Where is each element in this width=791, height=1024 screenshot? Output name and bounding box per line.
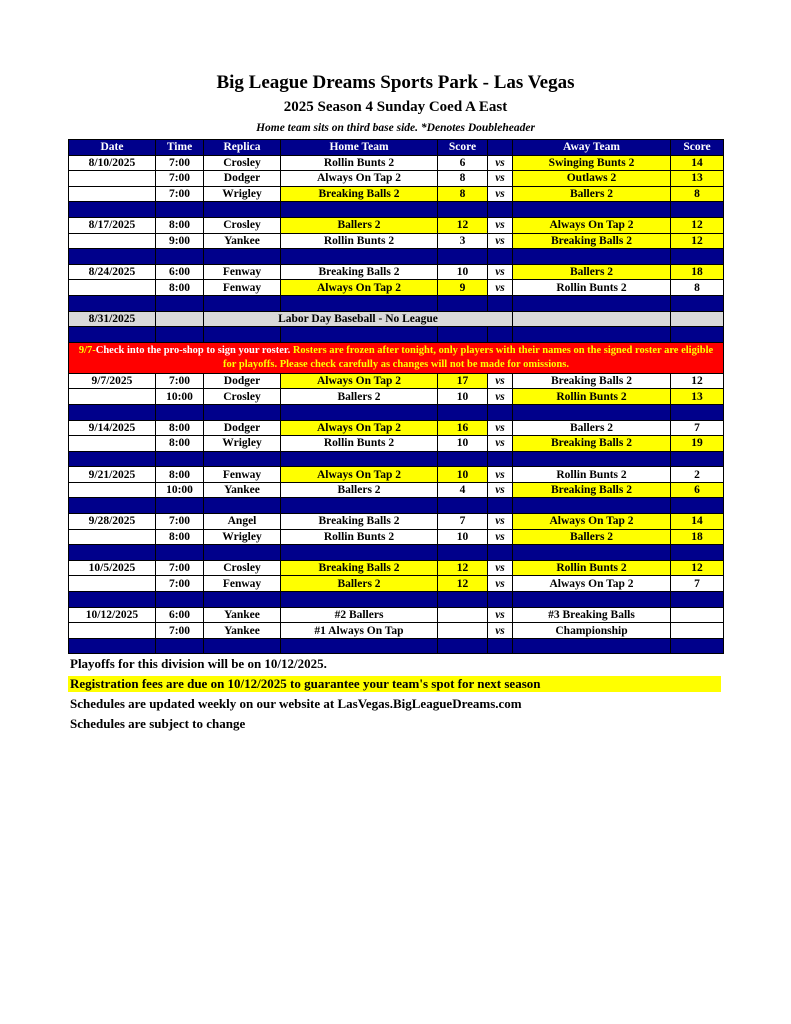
time-cell: 7:00 [156,186,204,202]
home-score-cell: 10 [438,529,488,545]
spacer-cell [438,327,488,343]
vs-cell: vs [488,233,513,249]
home-score-cell: 9 [438,280,488,296]
spacer-cell [671,638,724,654]
spacer-cell [671,592,724,608]
spacer-cell [156,327,204,343]
time-cell: 8:00 [156,420,204,436]
away-score-cell: 13 [671,389,724,405]
game-row [69,482,724,498]
spacer-cell [488,404,513,420]
spacer-cell [281,202,438,218]
replica-cell: Crosley [204,155,281,171]
home-score-cell [438,623,488,639]
spacer-cell [513,404,671,420]
away-score-cell: 12 [671,217,724,233]
spacer-cell [69,498,156,514]
away-team-cell: Breaking Balls 2 [513,436,671,452]
time-cell: 7:00 [156,171,204,187]
spacer-cell [156,638,204,654]
spacer-cell [488,545,513,561]
game-row [69,607,724,623]
spacer-cell [281,592,438,608]
replica-cell: Angel [204,514,281,530]
home-team-cell: Always On Tap 2 [281,467,438,483]
col-away-team: Away Team [513,140,671,156]
home-score-cell: 10 [438,264,488,280]
col-home-team: Home Team [281,140,438,156]
spacer-cell [438,249,488,265]
away-score-cell: 14 [671,514,724,530]
away-score-cell: 2 [671,467,724,483]
notice-prefix: 9/7- [78,344,96,356]
date-cell [69,576,156,592]
vs-cell: vs [488,576,513,592]
home-team-cell: Ballers 2 [281,482,438,498]
time-cell: 7:00 [156,373,204,389]
spacer-cell [281,404,438,420]
spacer-row [69,592,724,608]
notice-banner [69,342,724,373]
replica-cell: Yankee [204,607,281,623]
notice-highlight: Check into the pro-shop to sign your roster. [95,344,291,356]
date-cell: 9/28/2025 [69,514,156,530]
spacer-cell [156,592,204,608]
replica-cell: Dodger [204,420,281,436]
header-note: Home team sits on third base side. *Denotes Doubleheader [256,122,535,134]
game-row [69,217,724,233]
col-time: Time [156,140,204,156]
away-team-cell: Breaking Balls 2 [513,373,671,389]
spacer-cell [281,451,438,467]
spacer-row [69,295,724,311]
home-team-cell: Rollin Bunts 2 [281,155,438,171]
away-score-cell: 8 [671,280,724,296]
footer-line: Schedules are updated weekly on our website at LasVegas.BigLeagueDreams.com [70,696,522,711]
spacer-cell [69,202,156,218]
time-cell: 6:00 [156,264,204,280]
spacer-cell [513,592,671,608]
spacer-cell [438,404,488,420]
spacer-cell [204,295,281,311]
page-title: Big League Dreams Sports Park - Las Vegas [216,72,575,93]
away-team-cell: Rollin Bunts 2 [513,280,671,296]
game-row [69,576,724,592]
home-score-cell: 4 [438,482,488,498]
home-score-cell: 8 [438,171,488,187]
replica-cell: Yankee [204,482,281,498]
spacer-cell [513,545,671,561]
away-team-cell: Rollin Bunts 2 [513,389,671,405]
schedule-table [68,139,724,654]
replica-cell: Fenway [204,264,281,280]
date-cell: 8/17/2025 [69,217,156,233]
spacer-cell [488,592,513,608]
away-team-cell: Swinging Bunts 2 [513,155,671,171]
home-score-cell: 10 [438,389,488,405]
replica-cell: Fenway [204,576,281,592]
spacer-cell [513,451,671,467]
home-score-cell: 12 [438,217,488,233]
home-score-cell: 8 [438,186,488,202]
home-team-cell: Ballers 2 [281,576,438,592]
replica-cell: Wrigley [204,436,281,452]
away-team-cell: Ballers 2 [513,186,671,202]
page-subtitle: 2025 Season 4 Sunday Coed A East [283,99,508,115]
spacer-cell [513,249,671,265]
spacer-cell [156,451,204,467]
away-score-cell: 7 [671,576,724,592]
col-replica: Replica [204,140,281,156]
spacer-cell [156,498,204,514]
game-row [69,389,724,405]
away-score-cell: 18 [671,529,724,545]
replica-cell: Wrigley [204,529,281,545]
date-cell [69,233,156,249]
away-score-cell: 6 [671,482,724,498]
home-team-cell: Breaking Balls 2 [281,186,438,202]
empty-cell [156,311,204,327]
game-row [69,186,724,202]
vs-cell: vs [488,436,513,452]
vs-cell: vs [488,607,513,623]
home-team-cell: Breaking Balls 2 [281,560,438,576]
away-score-cell: 14 [671,155,724,171]
away-team-cell: Breaking Balls 2 [513,233,671,249]
home-team-cell: #2 Ballers [281,607,438,623]
replica-cell: Yankee [204,623,281,639]
spacer-cell [513,295,671,311]
game-row [69,514,724,530]
away-score-cell: 8 [671,186,724,202]
date-cell [69,389,156,405]
spacer-cell [281,545,438,561]
spacer-cell [204,249,281,265]
spacer-cell [156,295,204,311]
spacer-row [69,202,724,218]
spacer-cell [204,404,281,420]
time-cell: 9:00 [156,233,204,249]
home-team-cell: Rollin Bunts 2 [281,436,438,452]
home-score-cell: 10 [438,436,488,452]
vs-cell: vs [488,217,513,233]
away-team-cell: Ballers 2 [513,420,671,436]
away-team-cell: Ballers 2 [513,529,671,545]
empty-cell [671,311,724,327]
vs-cell: vs [488,155,513,171]
time-cell: 8:00 [156,529,204,545]
spacer-cell [488,249,513,265]
vs-cell: vs [488,389,513,405]
away-team-cell: Always On Tap 2 [513,217,671,233]
spacer-cell [438,498,488,514]
spacer-cell [156,404,204,420]
away-score-cell: 19 [671,436,724,452]
spacer-cell [438,545,488,561]
vs-cell: vs [488,623,513,639]
time-cell: 6:00 [156,607,204,623]
spacer-cell [488,327,513,343]
home-team-cell: Always On Tap 2 [281,420,438,436]
home-score-cell: 16 [438,420,488,436]
spacer-cell [671,202,724,218]
spacer-cell [204,498,281,514]
game-row [69,264,724,280]
spacer-cell [204,592,281,608]
spacer-cell [671,451,724,467]
spacer-cell [281,249,438,265]
away-score-cell: 7 [671,420,724,436]
spacer-cell [281,327,438,343]
vs-cell: vs [488,420,513,436]
away-score-cell [671,623,724,639]
footer-line: Schedules are subject to change [70,716,246,731]
spacer-cell [69,295,156,311]
spacer-cell [69,638,156,654]
away-score-cell: 18 [671,264,724,280]
home-team-cell: Rollin Bunts 2 [281,233,438,249]
spacer-cell [671,545,724,561]
vs-cell: vs [488,514,513,530]
away-score-cell: 12 [671,560,724,576]
date-cell: 9/21/2025 [69,467,156,483]
replica-cell: Dodger [204,171,281,187]
home-team-cell: Always On Tap 2 [281,280,438,296]
spacer-cell [438,592,488,608]
spacer-cell [69,451,156,467]
vs-cell: vs [488,171,513,187]
game-row [69,155,724,171]
spacer-cell [513,327,671,343]
replica-cell: Yankee [204,233,281,249]
time-cell: 7:00 [156,514,204,530]
spacer-cell [671,404,724,420]
time-cell: 8:00 [156,436,204,452]
spacer-row [69,545,724,561]
spacer-cell [671,327,724,343]
date-cell [69,186,156,202]
date-cell: 10/12/2025 [69,607,156,623]
game-row [69,560,724,576]
home-team-cell: Rollin Bunts 2 [281,529,438,545]
footer-line: Playoffs for this division will be on 10/12/2025. [70,656,327,671]
spacer-cell [671,498,724,514]
date-cell: 10/5/2025 [69,560,156,576]
away-team-cell: #3 Breaking Balls [513,607,671,623]
away-team-cell: Rollin Bunts 2 [513,560,671,576]
game-row [69,623,724,639]
date-cell [69,623,156,639]
away-team-cell: Breaking Balls 2 [513,482,671,498]
spacer-cell [69,249,156,265]
game-row [69,280,724,296]
away-team-cell: Always On Tap 2 [513,514,671,530]
vs-cell: vs [488,264,513,280]
home-score-cell: 17 [438,373,488,389]
spacer-cell [281,638,438,654]
time-cell: 8:00 [156,217,204,233]
holiday-row [69,311,724,327]
spacer-cell [488,295,513,311]
spacer-cell [204,545,281,561]
away-team-cell: Ballers 2 [513,264,671,280]
away-score-cell: 13 [671,171,724,187]
date-cell: 9/7/2025 [69,373,156,389]
replica-cell: Fenway [204,280,281,296]
time-cell: 7:00 [156,560,204,576]
spacer-cell [204,451,281,467]
game-row [69,233,724,249]
away-score-cell [671,607,724,623]
time-cell: 7:00 [156,623,204,639]
home-team-cell: Breaking Balls 2 [281,514,438,530]
home-score-cell: 12 [438,576,488,592]
spacer-cell [438,638,488,654]
home-team-cell: Breaking Balls 2 [281,264,438,280]
away-score-cell: 12 [671,373,724,389]
replica-cell: Wrigley [204,186,281,202]
col-away-score: Score [671,140,724,156]
vs-cell: vs [488,280,513,296]
vs-cell: vs [488,373,513,389]
col-vs [488,140,513,156]
spacer-cell [281,498,438,514]
spacer-row [69,249,724,265]
spacer-cell [204,202,281,218]
spacer-cell [438,202,488,218]
spacer-cell [69,592,156,608]
vs-cell: vs [488,482,513,498]
game-row [69,467,724,483]
notice-row [69,342,724,373]
time-cell: 8:00 [156,467,204,483]
spacer-cell [204,638,281,654]
spacer-cell [69,404,156,420]
replica-cell: Crosley [204,560,281,576]
home-score-cell: 3 [438,233,488,249]
home-score-cell: 7 [438,514,488,530]
time-cell: 8:00 [156,280,204,296]
spacer-cell [204,327,281,343]
spacer-row [69,451,724,467]
away-team-cell: Always On Tap 2 [513,576,671,592]
spacer-cell [488,638,513,654]
date-cell [69,529,156,545]
game-row [69,529,724,545]
away-team-cell: Rollin Bunts 2 [513,467,671,483]
game-row [69,436,724,452]
home-team-cell: Always On Tap 2 [281,171,438,187]
spacer-cell [69,545,156,561]
away-team-cell: Outlaws 2 [513,171,671,187]
time-cell: 7:00 [156,576,204,592]
home-team-cell: Always On Tap 2 [281,373,438,389]
game-row [69,373,724,389]
spacer-cell [156,545,204,561]
spacer-row [69,404,724,420]
home-score-cell: 10 [438,467,488,483]
date-cell [69,482,156,498]
game-row [69,171,724,187]
empty-cell [513,311,671,327]
date-cell [69,436,156,452]
spacer-cell [281,295,438,311]
time-cell: 10:00 [156,389,204,405]
spacer-cell [156,202,204,218]
spacer-cell [438,295,488,311]
date-cell [69,280,156,296]
spacer-cell [488,451,513,467]
spacer-cell [156,249,204,265]
vs-cell: vs [488,560,513,576]
registration-notice: Registration fees are due on 10/12/2025 to guarantee your team's spot for next season [68,676,721,692]
time-cell: 7:00 [156,155,204,171]
spacer-cell [513,498,671,514]
home-score-cell: 6 [438,155,488,171]
home-team-cell: Ballers 2 [281,389,438,405]
date-cell [69,171,156,187]
spacer-cell [488,498,513,514]
replica-cell: Crosley [204,217,281,233]
notice-text: Rosters are frozen after tonight, only players with their names on the signed roster are eligible for playoffs. Please check carefully as changes will not be made for omissions. [223,344,714,370]
spacer-row [69,638,724,654]
holiday-text: Labor Day Baseball - No League [204,311,513,327]
date-cell: 8/24/2025 [69,264,156,280]
away-team-cell: Championship [513,623,671,639]
header-row [69,140,724,156]
replica-cell: Dodger [204,373,281,389]
spacer-row [69,498,724,514]
spacer-cell [671,295,724,311]
home-score-cell: 12 [438,560,488,576]
spacer-cell [513,638,671,654]
time-cell: 10:00 [156,482,204,498]
game-row [69,420,724,436]
replica-cell: Crosley [204,389,281,405]
spacer-cell [513,202,671,218]
date-cell: 8/31/2025 [69,311,156,327]
spacer-cell [671,249,724,265]
date-cell: 8/10/2025 [69,155,156,171]
spacer-cell [488,202,513,218]
spacer-row [69,327,724,343]
col-home-score: Score [438,140,488,156]
date-cell: 9/14/2025 [69,420,156,436]
away-score-cell: 12 [671,233,724,249]
col-date: Date [69,140,156,156]
spacer-cell [438,451,488,467]
vs-cell: vs [488,529,513,545]
home-team-cell: Ballers 2 [281,217,438,233]
vs-cell: vs [488,186,513,202]
spacer-cell [69,327,156,343]
home-score-cell [438,607,488,623]
vs-cell: vs [488,467,513,483]
home-team-cell: #1 Always On Tap [281,623,438,639]
replica-cell: Fenway [204,467,281,483]
